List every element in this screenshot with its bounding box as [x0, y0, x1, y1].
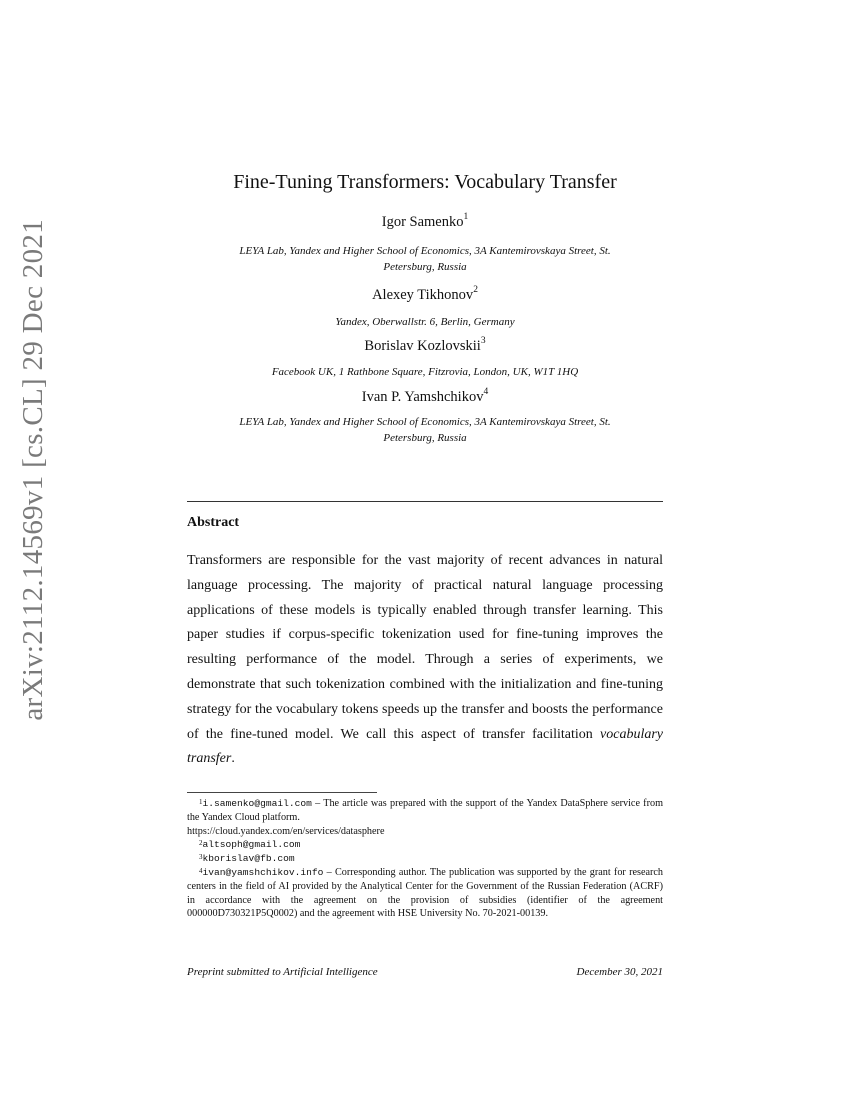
abstract-top-rule [187, 501, 663, 502]
footnote-3: $^3$kborislav@fb.com [199, 853, 295, 865]
footnote-email[interactable]: altsoph@gmail.com [202, 839, 301, 851]
abstract-body: Transformers are responsible for the vast majority of recent advances in natural language processing. The majority of practical natural language processing applications of these models is typically enabled through transfer learning. This paper studies if corpus-specific tokenization used for fine-tuning improves the resulting performance of the model. Through a series of experiments, we demonstrate that such tokenization combined with the initialization and fine-tuning strategy for the vocabulary tokens speeds up the transfer and boosts the performance of the fine-tuned model. We call this aspect of transfer facilitation vocabulary transfer. [187, 553, 663, 767]
footnote-1: $^1$i.samenko@gmail.com – The article was prepared with the support of the Yandex DataSphere service from the Yandex Cloud platform. https://cloud.yandex.com/en/services/datasphere [187, 798, 663, 837]
footnotes [187, 797, 663, 921]
author-name: Borislav Kozlovskii$^3$ [364, 336, 486, 354]
author-affiliation: Yandex, Oberwallstr. 6, Berlin, Germany [335, 316, 515, 328]
author-name: Igor Samenko$^1$ [381, 212, 469, 230]
footnote-4: $^4$ivan@yamshchikov.info – Corresponding author. The publication was supported by the grant for research centers in the field of AI provided by the Analytical Center for the Government of the Russian Federation (ACRF) in accordance with the agreement on the provision of subsidies (identifier of the agreement 000000D730321P5Q0002) and the agreement with HSE University No. 70-2021-00139. [187, 866, 663, 920]
footnote-email[interactable]: i.samenko@gmail.com [202, 798, 312, 809]
abstract-heading: Abstract [187, 515, 240, 530]
author-affiliation: Facebook UK, 1 Rathbone Square, Fitzrovia, London, UK, W1T 1HQ [271, 366, 579, 378]
footnote-rule [187, 792, 377, 793]
footer-date: December 30, 2021 [576, 966, 663, 978]
arxiv-identifier [12, 100, 54, 840]
paper-title: Fine-Tuning Transformers: Vocabulary Transfer [233, 171, 617, 193]
abstract-italic-term: vocabulary transfer [187, 726, 663, 767]
footnote-2: $^2$altsoph@gmail.com [199, 839, 301, 851]
footnote-email[interactable]: ivan@yamshchikov.info [202, 866, 324, 878]
footnote-url[interactable]: https://cloud.yandex.com/en/services/datasphere [187, 825, 385, 837]
author-affiliation: LEYA Lab, Yandex and Higher School of Economics, 3A Kantemirovskaya Street, St. Petersburg, Russia [239, 245, 611, 273]
arxiv-identifier-text: arXiv:2112.14569v1 [cs.CL] 29 Dec 2021 [16, 219, 49, 721]
footer-preprint-note: Preprint submitted to Artificial Intelligence [187, 966, 378, 978]
author-name: Alexey Tikhonov$^2$ [372, 285, 478, 303]
footnote-email[interactable]: kborislav@fb.com [202, 853, 295, 865]
author-affiliation: LEYA Lab, Yandex and Higher School of Economics, 3A Kantemirovskaya Street, St. Petersburg, Russia [239, 416, 611, 444]
author-name: Ivan P. Yamshchikov$^4$ [361, 387, 489, 405]
